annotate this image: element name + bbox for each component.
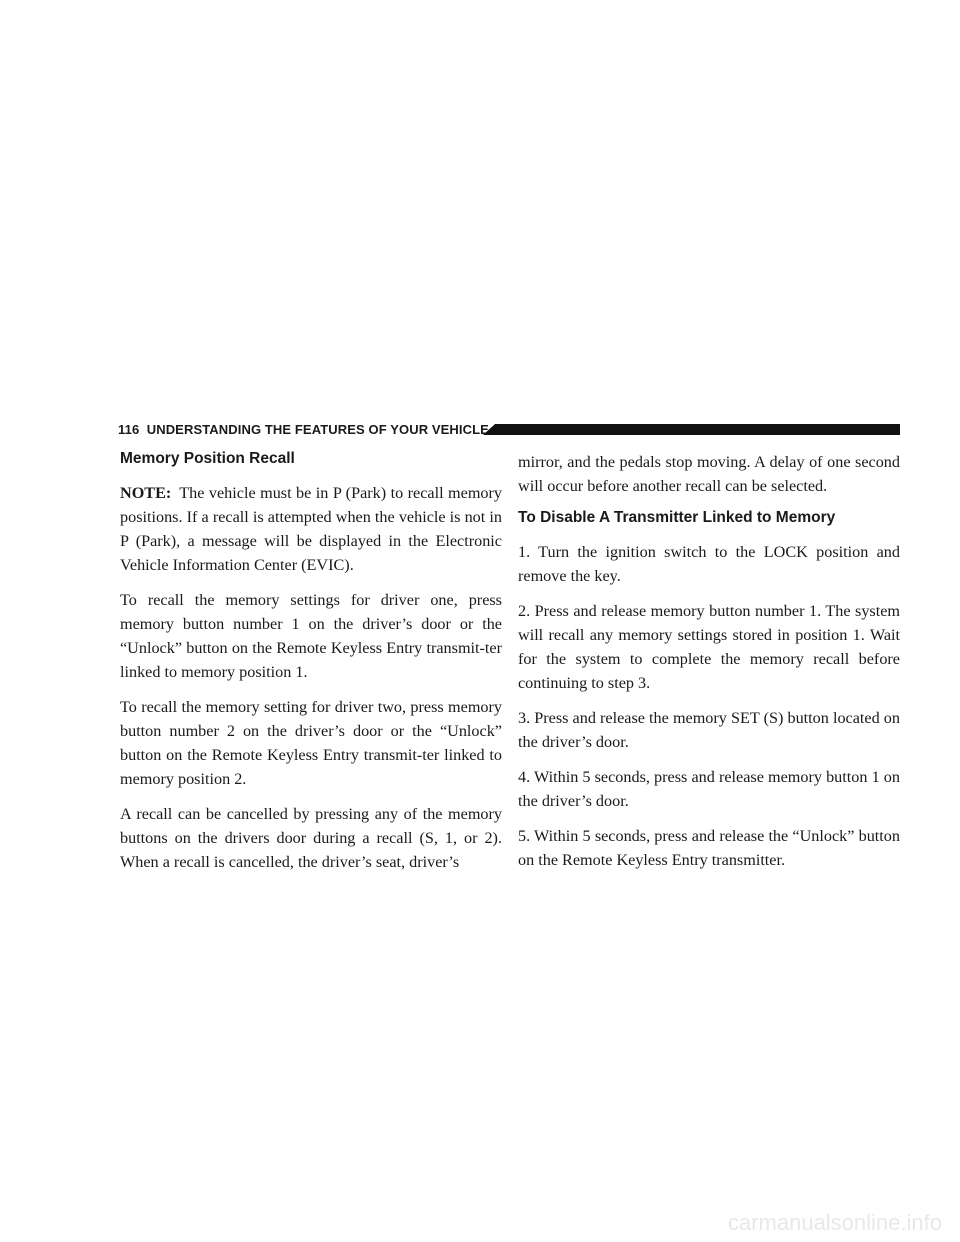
note-paragraph <box>120 481 502 577</box>
chapter-title: UNDERSTANDING THE FEATURES OF YOUR VEHICLE <box>146 421 489 437</box>
page-number-and-chapter <box>118 422 489 437</box>
right-column <box>518 450 900 883</box>
page-header <box>118 418 900 440</box>
note-text: The vehicle must be in P (Park) to recall memory positions. If a recall is attempted when the vehicle is not in P (Park), a message will be displayed in the Electronic Vehicle Information Center (EVIC). <box>120 483 502 574</box>
note-label: NOTE: <box>120 483 172 502</box>
page-number: 116 <box>118 421 140 437</box>
header-rule <box>495 424 900 435</box>
section-heading-disable-transmitter: To Disable A Transmitter Linked to Memory <box>518 509 836 526</box>
paragraph-continuation: mirror, and the pedals stop moving. A delay of one second will occur before another recall can be selected. <box>518 453 900 495</box>
watermark: carmanualsonline.info <box>727 1210 942 1235</box>
left-column <box>120 450 502 885</box>
step-2: 2. Press and release memory button number 1. The system will recall any memory settings stored in position 1. Wait for the system to complete the memory recall before continuing to step 3. <box>518 601 900 692</box>
step-5: 5. Within 5 seconds, press and release the “Unlock” button on the Remote Keyless Entry transmitter. <box>518 826 900 869</box>
step-4: 4. Within 5 seconds, press and release memory button 1 on the driver’s door. <box>518 767 900 810</box>
step-3: 3. Press and release the memory SET (S) button located on the driver’s door. <box>518 708 900 751</box>
paragraph-driver-one: To recall the memory settings for driver one, press memory button number 1 on the driver’s door or the “Unlock” button on the Remote Keyless Entry transmit-ter linked to memory position 1. <box>120 590 502 681</box>
section-heading-memory-recall: Memory Position Recall <box>120 450 295 467</box>
step-1: 1. Turn the ignition switch to the LOCK position and remove the key. <box>518 542 900 585</box>
paragraph-cancel-recall: A recall can be cancelled by pressing any of the memory buttons on the drivers door during a recall (S, 1, or 2). When a recall is cancelled, the driver’s seat, driver’s <box>120 804 502 871</box>
paragraph-driver-two: To recall the memory setting for driver two, press memory button number 2 on the driver’s door or the “Unlock” button on the Remote Keyless Entry transmit-ter linked to memory position 2. <box>120 697 502 788</box>
